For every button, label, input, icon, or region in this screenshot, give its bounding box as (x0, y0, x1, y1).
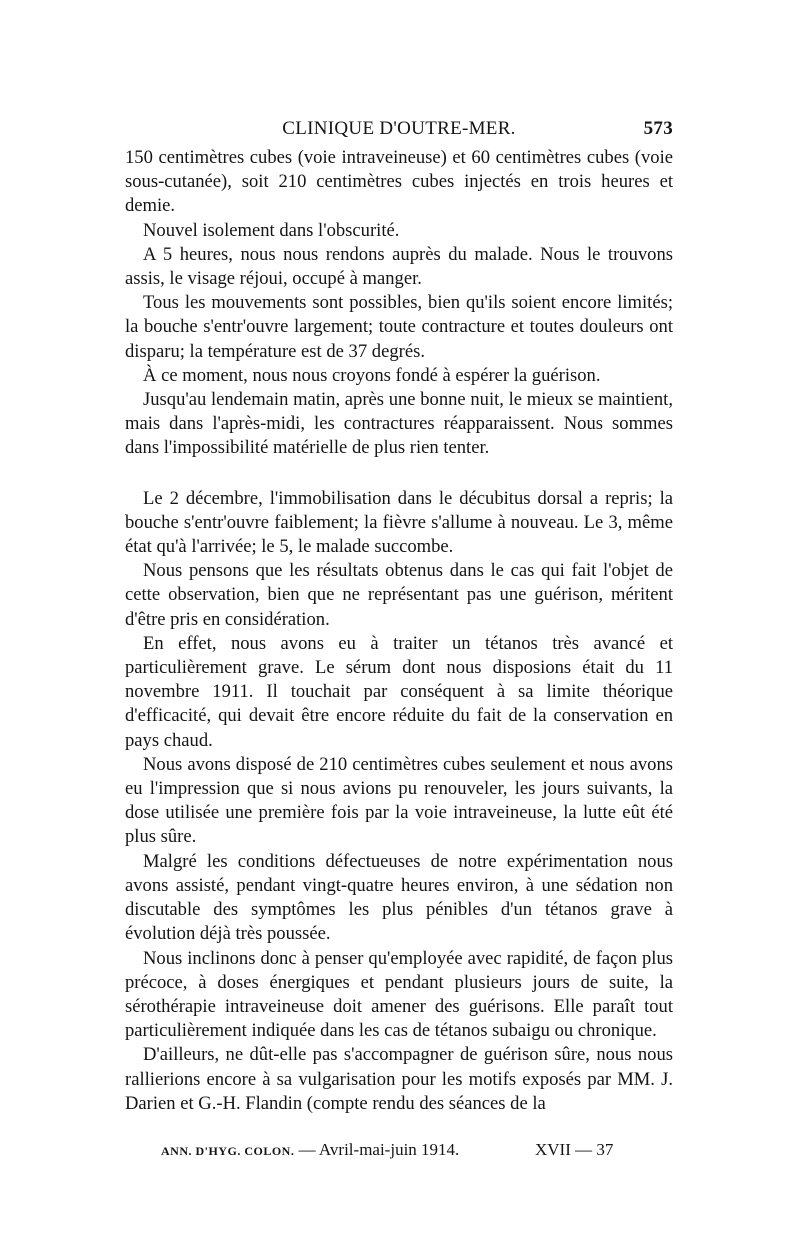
running-title: CLINIQUE D'OUTRE-MER. (282, 118, 516, 139)
page-number: 573 (643, 118, 673, 139)
paragraph-1: 150 centimètres cubes (voie intraveineuse) et 60 centimètres cubes (voie sous-cutanée), soit 210 centimètres cubes injectés en trois heures et demie. (125, 147, 673, 217)
running-head (125, 110, 673, 146)
section-gap (125, 461, 673, 487)
paragraph-9: En effet, nous avons eu à traiter un tétanos très avancé et particulièrement grave. Le sérum dont nous disposions était du 11 novembre 1911. Il touchait par conséquent à sa limite théorique d'efficacité, qui devait être encore réduite du fait de la conservation en pays chaud. (125, 632, 673, 751)
paragraph-8: Nous pensons que les résultats obtenus dans le cas qui fait l'objet de cette observation, bien que ne représentant pas une guérison, méritent d'être pris en considération. (125, 560, 673, 630)
body-text (125, 146, 673, 1116)
footer-citation (161, 1140, 459, 1160)
page (125, 110, 673, 1116)
footer-signature: XVII — 37 (535, 1140, 614, 1159)
paragraph-13: D'ailleurs, ne dût-elle pas s'accompagner de guérison sûre, nous nous rallierions encore à sa vulgarisation pour les motifs exposés par MM. J. Darien et G.-H. Flandin (compte rendu des séances de la (125, 1044, 673, 1114)
paragraph-5: À ce moment, nous nous croyons fondé à espérer la guérison. (143, 364, 601, 386)
paragraph-12: Nous inclinons donc à penser qu'employée avec rapidité, de façon plus précoce, à doses énergiques et pendant plusieurs jours de suite, la sérothérapie intraveineuse doit amener des guérisons. Elle paraît tout particulièrement indiquée dans les cas de tétanos subaigu ou chronique. (125, 947, 673, 1042)
paragraph-4: Tous les mouvements sont possibles, bien qu'ils soient encore limités; la bouche s'entr'ouvre largement; toute contracture et toutes douleurs ont disparu; la température est de 37 degrés. (125, 292, 673, 362)
paragraph-10: Nous avons disposé de 210 centimètres cubes seulement et nous avons eu l'impression que si nous avions pu renouveler, les jours suivants, la dose utilisée une première fois par la voie intraveineuse, la lutte eût été plus sûre. (125, 753, 673, 848)
paragraph-11: Malgré les conditions défectueuses de notre expérimentation nous avons assisté, pendant vingt-quatre heures environ, à une sédation non discutable des symptômes les plus pénibles d'un tétanos grave à évolution déjà très poussée. (125, 850, 673, 945)
paragraph-7: Le 2 décembre, l'immobilisation dans le décubitus dorsal a repris; la bouche s'entr'ouvre faiblement; la fièvre s'allume à nouveau. Le 3, même état qu'à l'arrivée; le 5, le malade succombe. (125, 487, 673, 558)
paragraph-2: Nouvel isolement dans l'obscurité. (143, 219, 400, 241)
paragraph-3: A 5 heures, nous nous rendons auprès du malade. Nous le trouvons assis, le visage réjoui, occupé à manger. (125, 243, 673, 290)
footer-journal: ANN. D'HYG. COLON. (161, 1144, 295, 1158)
paragraph-6: Jusqu'au lendemain matin, après une bonne nuit, le mieux se maintient, mais dans l'après-midi, les contractures réapparaissent. Nous sommes dans l'impossibilité matérielle de plus rien tenter. (125, 389, 673, 459)
footer-date: — Avril-mai-juin 1914. (298, 1140, 460, 1159)
